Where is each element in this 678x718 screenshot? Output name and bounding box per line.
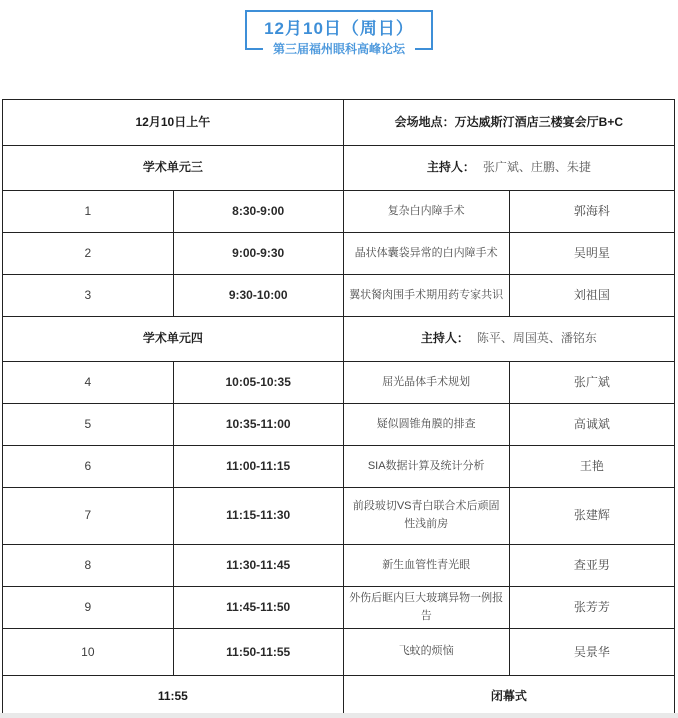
talk-row [3, 488, 675, 545]
talk-topic: 飞蚊的烦恼 [343, 629, 509, 676]
unit4-title: 学术单元四 [3, 317, 344, 362]
unit4-header-row [3, 317, 675, 362]
date-title: 12月10日（周日） [264, 19, 414, 38]
talk-row [3, 446, 675, 488]
talk-time: 11:30-11:45 [173, 545, 343, 587]
talk-row [3, 275, 675, 317]
talk-time: 10:35-11:00 [173, 404, 343, 446]
talk-topic: 屈光晶体手术规划 [343, 362, 509, 404]
talk-time: 11:15-11:30 [173, 488, 343, 545]
closing-label: 闭幕式 [343, 676, 674, 718]
talk-speaker: 刘祖国 [509, 275, 674, 317]
talk-time: 8:30-9:00 [173, 191, 343, 233]
page-header [0, 0, 678, 56]
talk-number: 3 [3, 275, 174, 317]
talk-speaker: 吴景华 [509, 629, 674, 676]
unit4-hosts-label: 主持人： [420, 331, 469, 346]
talk-topic: 晶状体囊袋异常的白内障手术 [343, 233, 509, 275]
talk-speaker: 张芳芳 [509, 587, 674, 629]
talk-number: 8 [3, 545, 174, 587]
schedule-table-container [2, 99, 675, 718]
date-banner [245, 10, 433, 56]
unit3-hosts-names: 张广斌、庄鹏、朱捷 [482, 160, 591, 175]
talk-speaker: 张广斌 [509, 362, 674, 404]
talk-number: 4 [3, 362, 174, 404]
talk-topic: 疑似圆锥角膜的排查 [343, 404, 509, 446]
talk-number: 10 [3, 629, 174, 676]
talk-topic: 外伤后眶内巨大玻璃异物一例报告 [343, 587, 509, 629]
talk-speaker: 郭海科 [509, 191, 674, 233]
unit3-hosts-cell [343, 146, 674, 191]
forum-subtitle: 第三届福州眼科高峰论坛 [263, 40, 415, 57]
talk-number: 7 [3, 488, 174, 545]
talk-number: 9 [3, 587, 174, 629]
table-header-row [3, 100, 675, 146]
talk-topic: 复杂白内障手术 [343, 191, 509, 233]
talk-topic: 新生血管性青光眼 [343, 545, 509, 587]
talk-number: 2 [3, 233, 174, 275]
talk-row [3, 629, 675, 676]
morning-label: 12月10日上午 [3, 100, 344, 146]
talk-row [3, 191, 675, 233]
talk-number: 5 [3, 404, 174, 446]
talk-row [3, 233, 675, 275]
closing-time: 11:55 [3, 676, 344, 718]
talk-time: 11:00-11:15 [173, 446, 343, 488]
talk-speaker: 高诚斌 [509, 404, 674, 446]
talk-time: 10:05-10:35 [173, 362, 343, 404]
venue-label: 会场地点：万达威斯汀酒店三楼宴会厅B+C [343, 100, 674, 146]
unit4-hosts-names: 陈平、周国英、潘铭东 [476, 331, 597, 346]
talk-row [3, 545, 675, 587]
schedule-table [2, 99, 675, 718]
talk-topic: SIA数据计算及统计分析 [343, 446, 509, 488]
unit3-header-row [3, 146, 675, 191]
talk-number: 1 [3, 191, 174, 233]
talk-time: 11:45-11:50 [173, 587, 343, 629]
talk-speaker: 查亚男 [509, 545, 674, 587]
talk-time: 9:00-9:30 [173, 233, 343, 275]
unit3-title: 学术单元三 [3, 146, 344, 191]
talk-speaker: 吴明星 [509, 233, 674, 275]
bottom-divider [0, 713, 678, 718]
talk-row [3, 362, 675, 404]
talk-row [3, 404, 675, 446]
unit3-hosts-label: 主持人： [426, 160, 475, 175]
talk-topic: 翼状胬肉围手术期用药专家共识 [343, 275, 509, 317]
talk-topic: 前段玻切VS青白联合术后顽固性浅前房 [343, 488, 509, 545]
talk-number: 6 [3, 446, 174, 488]
talk-row [3, 587, 675, 629]
unit4-hosts-cell [343, 317, 674, 362]
talk-speaker: 张建辉 [509, 488, 674, 545]
talk-time: 9:30-10:00 [173, 275, 343, 317]
closing-row [3, 676, 675, 718]
talk-time: 11:50-11:55 [173, 629, 343, 676]
talk-speaker: 王艳 [509, 446, 674, 488]
